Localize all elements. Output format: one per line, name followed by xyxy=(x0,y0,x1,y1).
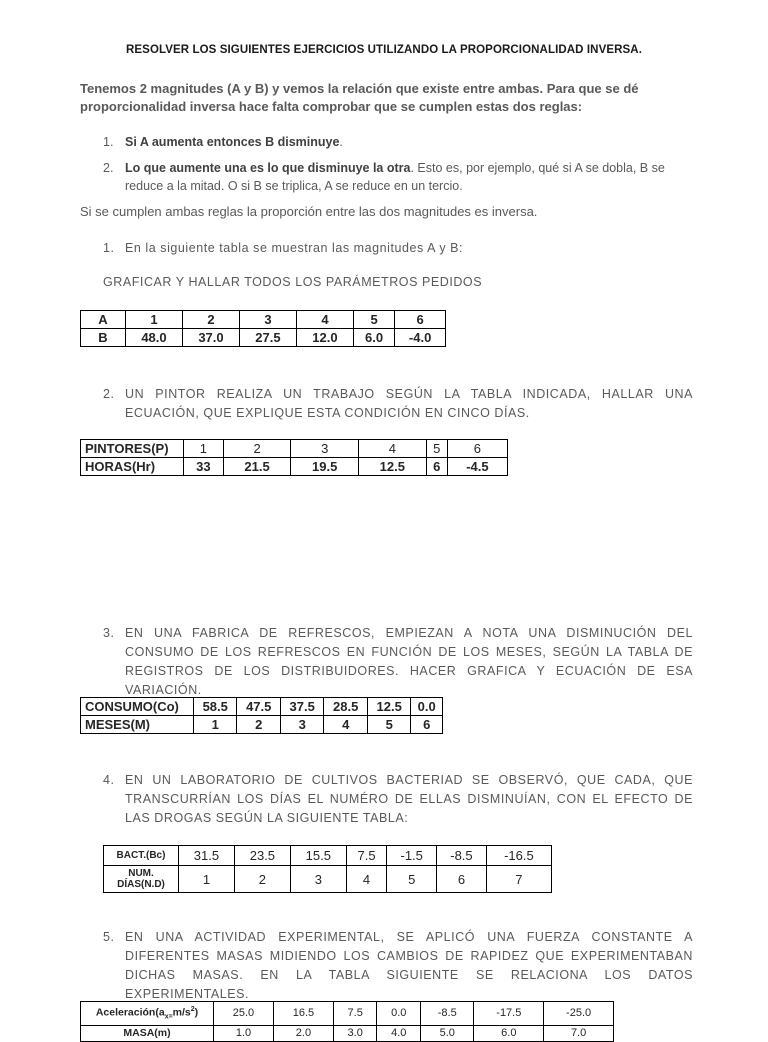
table-cell: -8.5 xyxy=(421,1002,474,1026)
table-cell: -1.5 xyxy=(387,846,437,866)
rule-number: 2. xyxy=(103,161,114,175)
table-cell: -16.5 xyxy=(486,846,551,866)
table-cell: 0.0 xyxy=(377,1002,421,1026)
table-cell: 2 xyxy=(234,866,290,893)
table-cell: 4 xyxy=(346,866,387,893)
table-cell: 15.5 xyxy=(290,846,346,866)
table-cell: 0.0 xyxy=(411,698,443,716)
label-part: m/s xyxy=(172,1006,191,1019)
intro-paragraph: Tenemos 2 magnitudes (A y B) y vemos la relación que existe entre ambas. Para que se dé proporcionalidad inversa hace falta comprobar que se cumplen estas dos reglas: xyxy=(80,81,639,114)
table-cell: 58.5 xyxy=(194,698,237,716)
table-cell: 3 xyxy=(280,716,323,734)
table-cell: 31.5 xyxy=(179,846,235,866)
table-cell: 7.5 xyxy=(346,846,387,866)
table-cell: 2.0 xyxy=(273,1025,333,1041)
table-cell: 2 xyxy=(237,716,280,734)
exercise-text: EN UN LABORATORIO DE CULTIVOS BACTERIAD SE OBSERVÓ, QUE CADA, QUE TRANSCURRÍAN LOS DÍAS EL NUMÉRO DE ELLAS DISMINUÍAN, CON EL EFECTO DE LAS DROGAS SEGÚN LA SIGUIENTE TABLA: xyxy=(125,773,693,825)
table-cell: -17.5 xyxy=(474,1002,544,1026)
table-cell: 4 xyxy=(324,716,367,734)
table-cell: 6 xyxy=(437,866,487,893)
table-ab xyxy=(80,310,446,347)
rule-text: . Esto es, por ejemplo, qué si A se dobla, B se reduce a la mitad. O si B se triplica, A se reduce en un tercio. xyxy=(125,161,665,193)
table-cell: 25.0 xyxy=(214,1002,274,1026)
table-cell: 6 xyxy=(411,716,443,734)
table-cell: 2 xyxy=(223,440,291,458)
table-cell: 12.5 xyxy=(359,458,427,476)
table-row xyxy=(104,866,552,893)
label-superscript: 2 xyxy=(190,1006,195,1013)
table-row xyxy=(81,716,443,734)
row-header: PINTORES(P) xyxy=(81,440,184,458)
table-cell: 1 xyxy=(194,716,237,734)
table-cell: -25.0 xyxy=(544,1002,614,1026)
row-header: B xyxy=(81,329,126,347)
table-cell: 12.0 xyxy=(296,329,353,347)
table-row xyxy=(81,311,446,329)
table-cell: 37.0 xyxy=(182,329,239,347)
table-row xyxy=(81,1025,614,1041)
row-header: HORAS(Hr) xyxy=(81,458,184,476)
table-consumo xyxy=(80,697,443,734)
table-pintores xyxy=(80,439,508,476)
table-cell: -4.0 xyxy=(395,329,446,347)
table-cell: 5 xyxy=(426,440,447,458)
rule-text: . xyxy=(339,135,343,149)
row-header xyxy=(104,866,179,893)
label-subscript: x= xyxy=(164,1013,173,1021)
exercise-number: 5. xyxy=(103,930,115,944)
table-cell: -8.5 xyxy=(437,846,487,866)
table-cell: 3.0 xyxy=(333,1025,377,1041)
table-cell: 4.0 xyxy=(377,1025,421,1041)
table-cell: 1 xyxy=(179,866,235,893)
label-part: Aceleración(a xyxy=(95,1006,165,1019)
row-header xyxy=(81,1002,214,1026)
exercise-text: En la siguiente tabla se muestran las magnitudes A y B: xyxy=(125,241,464,255)
table-cell: -4.5 xyxy=(447,458,507,476)
table-bacterias xyxy=(103,845,552,893)
row-header: CONSUMO(Co) xyxy=(81,698,194,716)
table-cell: 48.0 xyxy=(126,329,183,347)
table-cell: 33 xyxy=(184,458,224,476)
document-title: RESOLVER LOS SIGUIENTES EJERCICIOS UTILIZANDO LA PROPORCIONALIDAD INVERSA. xyxy=(126,44,642,56)
rule-bold-text: Lo que aumente una es lo que disminuye la otra xyxy=(125,161,411,175)
label-part: ) xyxy=(194,1006,199,1019)
exercise-number: 2. xyxy=(103,387,115,401)
row-header: BACT.(Bc) xyxy=(104,846,179,866)
row-header: MESES(M) xyxy=(81,716,194,734)
table-cell: 4 xyxy=(359,440,427,458)
row-header: MASA(m) xyxy=(81,1025,214,1041)
table-cell: 3 xyxy=(239,311,296,329)
table-cell: 6 xyxy=(426,458,447,476)
table-cell: 4 xyxy=(296,311,353,329)
table-row xyxy=(104,846,552,866)
row-header-line: NUM. xyxy=(128,868,154,879)
table-row xyxy=(81,698,443,716)
table-row xyxy=(81,329,446,347)
exercise-number: 4. xyxy=(103,773,115,787)
table-cell: 5.0 xyxy=(421,1025,474,1041)
rule-number: 1. xyxy=(103,135,114,149)
table-cell: 6 xyxy=(447,440,507,458)
rule-bold-text: Si A aumenta entonces B disminuye xyxy=(125,135,340,149)
table-cell: 7.0 xyxy=(544,1025,614,1041)
row-header-line: DÍAS(N.D) xyxy=(117,879,165,890)
conclusion-text: Si se cumplen ambas reglas la proporción entre las dos magnitudes es inversa. xyxy=(80,204,538,219)
table-cell: 5 xyxy=(387,866,437,893)
table-row xyxy=(81,458,508,476)
table-cell: 28.5 xyxy=(324,698,367,716)
table-cell: 27.5 xyxy=(239,329,296,347)
exercise-text: EN UNA ACTIVIDAD EXPERIMENTAL, SE APLICÓ UNA FUERZA CONSTANTE A DIFERENTES MASAS MIDIENDO LOS CAMBIOS DE RAPIDEZ QUE EXPERIMENTABAN DICHAS MASAS. EN LA TABLA SIGUIENTE SE RELACIONA LOS DATOS EXPERIMENTALES. xyxy=(125,930,693,1001)
table-cell: 19.5 xyxy=(291,458,359,476)
table-cell: 5 xyxy=(353,311,394,329)
table-cell: 7.5 xyxy=(333,1002,377,1026)
exercise-text: UN PINTOR REALIZA UN TRABAJO SEGÚN LA TABLA INDICADA, HALLAR UNA ECUACIÓN, QUE EXPLIQUE ESTA CONDICIÓN EN CINCO DÍAS. xyxy=(125,387,693,420)
table-cell: 1 xyxy=(184,440,224,458)
table-cell: 5 xyxy=(367,716,410,734)
table-cell: 3 xyxy=(291,440,359,458)
table-cell: 2 xyxy=(182,311,239,329)
table-cell: 16.5 xyxy=(273,1002,333,1026)
table-cell: 23.5 xyxy=(234,846,290,866)
table-cell: 6.0 xyxy=(353,329,394,347)
table-cell: 7 xyxy=(486,866,551,893)
table-cell: 47.5 xyxy=(237,698,280,716)
table-aceleracion xyxy=(80,1001,614,1042)
table-cell: 3 xyxy=(290,866,346,893)
table-cell: 6 xyxy=(395,311,446,329)
table-cell: 12.5 xyxy=(367,698,410,716)
table-cell: 37.5 xyxy=(280,698,323,716)
table-cell: 1 xyxy=(126,311,183,329)
row-header: A xyxy=(81,311,126,329)
table-cell: 6.0 xyxy=(474,1025,544,1041)
table-row xyxy=(81,440,508,458)
table-cell: 1.0 xyxy=(214,1025,274,1041)
table-row xyxy=(81,1002,614,1026)
exercise-1-instruction: GRAFICAR Y HALLAR TODOS LOS PARÁMETROS PEDIDOS xyxy=(103,275,483,289)
exercise-text: EN UNA FABRICA DE REFRESCOS, EMPIEZAN A NOTA UNA DISMINUCIÓN DEL CONSUMO DE LOS REFRESCOS EN FUNCIÓN DE LOS MESES, SEGÚN LA TABLA DE REGISTROS DE LOS DISTRIBUIDORES. HACER GRAFICA Y ECUACIÓN DE ESA VARIACIÓN. xyxy=(125,626,693,697)
table-cell: 21.5 xyxy=(223,458,291,476)
exercise-number: 1. xyxy=(103,241,115,255)
exercise-number: 3. xyxy=(103,626,115,640)
